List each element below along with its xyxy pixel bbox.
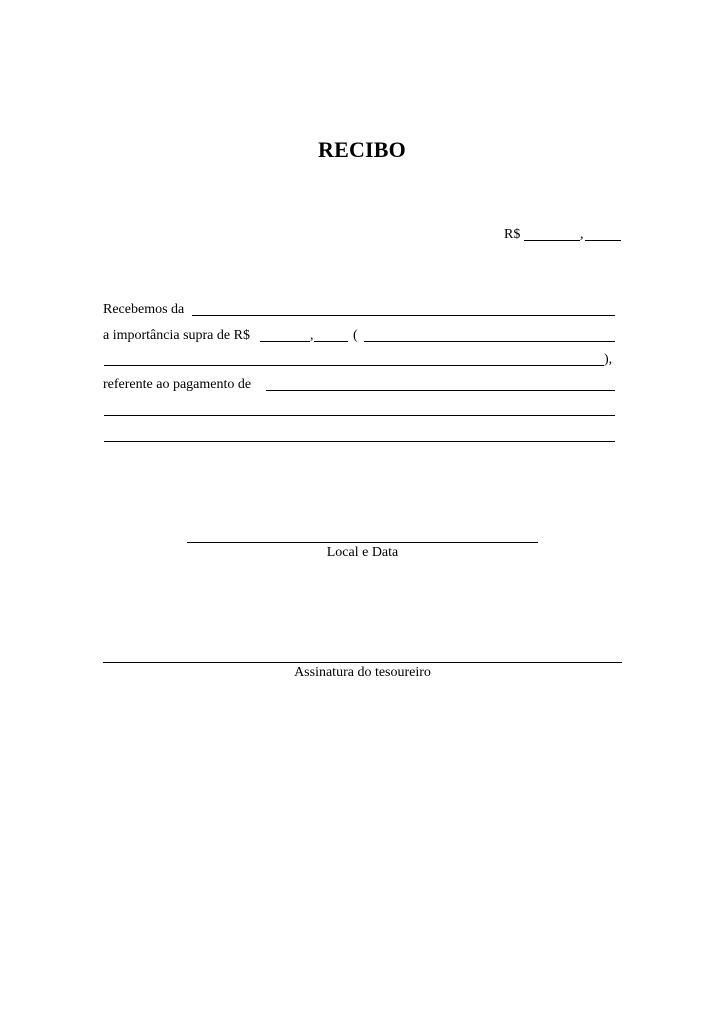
page-title: RECIBO — [318, 137, 406, 162]
received-from-label: Recebemos da — [103, 302, 185, 317]
signature-caption: Assinatura do tesoureiro — [294, 665, 431, 680]
amount-currency-label: R$ — [504, 227, 521, 242]
amount-integer-blank-body[interactable] — [260, 341, 310, 342]
amount-in-words-blank-1[interactable] — [364, 341, 615, 342]
amount-words-label: a importância supra de R$ — [103, 328, 250, 343]
payer-name-blank[interactable] — [192, 315, 615, 316]
payment-reference-blank-2[interactable] — [104, 415, 615, 416]
location-date-blank[interactable] — [187, 542, 538, 543]
amount-integer-blank[interactable] — [524, 240, 580, 241]
close-paren: ), — [604, 352, 613, 367]
location-date-caption: Local e Data — [326, 545, 399, 560]
payment-reference-blank-1[interactable] — [266, 390, 615, 391]
amount-comma-body: , — [310, 328, 314, 343]
open-paren: ( — [353, 328, 358, 343]
amount-comma: , — [580, 227, 584, 242]
payment-reference-blank-3[interactable] — [104, 441, 615, 442]
amount-cents-blank[interactable] — [585, 240, 621, 241]
amount-in-words-blank-2[interactable] — [104, 365, 604, 366]
payment-reference-label: referente ao pagamento de — [103, 377, 252, 392]
signature-blank[interactable] — [103, 662, 622, 663]
amount-cents-blank-body[interactable] — [314, 341, 348, 342]
